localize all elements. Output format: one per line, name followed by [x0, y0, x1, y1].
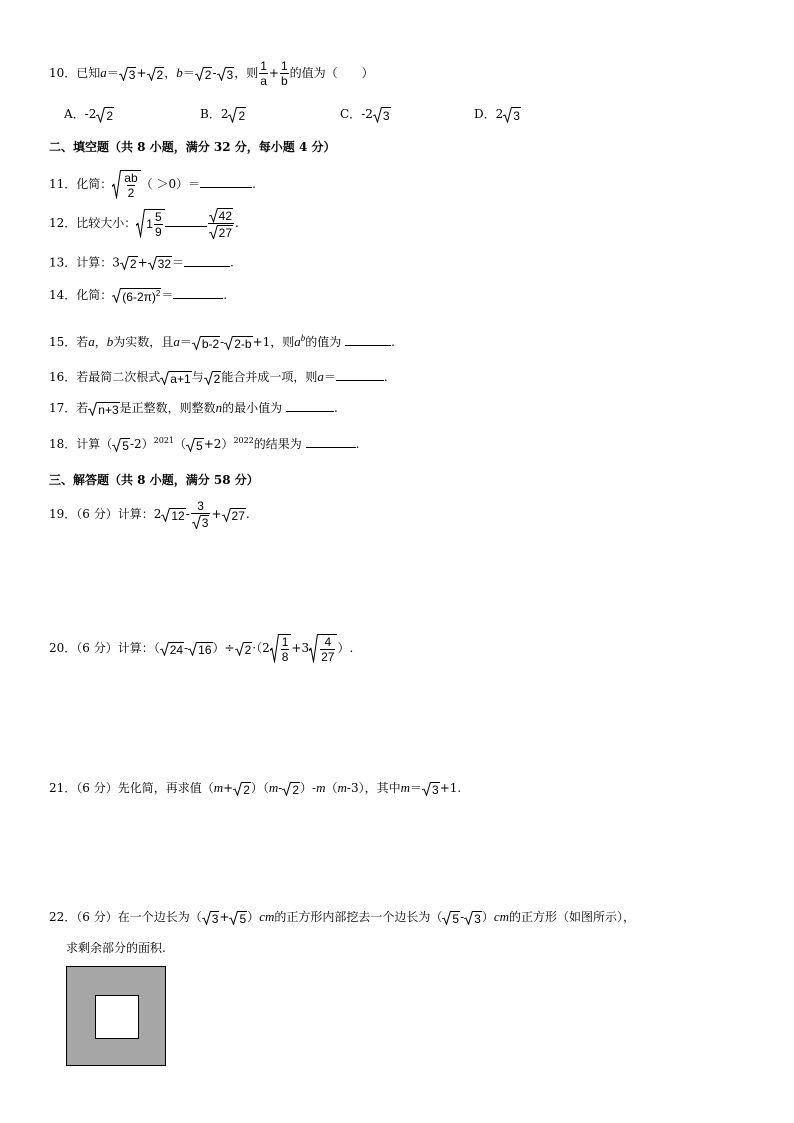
q22-radical-3 [442, 911, 460, 925]
q12-radical-2 [209, 208, 233, 223]
question-14 [49, 288, 227, 303]
q15-comma: ， [94, 335, 107, 349]
question-17 [49, 401, 338, 416]
q13-eq: ＝ [172, 255, 185, 270]
q10-f1-den: a [260, 73, 267, 88]
q10-eq: ＝ [106, 66, 119, 81]
question-11 [49, 170, 256, 199]
q12-num: 5 [154, 210, 162, 224]
q21-radicand-1: 2 [243, 782, 250, 797]
q13-number: 13．计算：3 [49, 255, 120, 270]
option-a-letter: A． [64, 107, 85, 121]
q19-plus: + [211, 507, 222, 522]
q10-radicand-2: 2 [156, 67, 164, 82]
q11-radical [112, 170, 140, 199]
q10-comma: ， [164, 66, 177, 81]
q22-radicand-1: 3 [211, 911, 219, 926]
q12-radicand-num: 42 [218, 209, 233, 223]
q10-f2-num: 1 [280, 59, 288, 73]
q16-var-a: a [317, 369, 324, 384]
q20-radical-5 [309, 634, 337, 663]
q12-fraction [208, 208, 234, 239]
q18-radicand-2: 5 [196, 438, 203, 453]
q15-var-b: b [106, 334, 114, 349]
q13-radicand-1: 2 [129, 257, 137, 271]
q16-answer-blank[interactable] [336, 379, 384, 381]
q20-radical-2 [188, 642, 212, 656]
q20-number: 20．（6 分）计算：（ [49, 641, 160, 656]
q21-radicand-2: 2 [292, 782, 300, 797]
q22-radicand-4: 3 [474, 911, 481, 926]
option-c-radical [373, 107, 391, 123]
q20-fraction-2 [320, 636, 335, 663]
q13-radical-1 [120, 256, 138, 270]
option-a-coef: -2 [84, 107, 97, 121]
q14-number: 14．化简： [49, 288, 113, 302]
q15-radical-2 [224, 336, 252, 350]
q19-num: 3 [197, 499, 204, 513]
q12-end: . [235, 216, 239, 231]
q22-radicand-2: 5 [239, 911, 247, 926]
option-d-radical [503, 107, 521, 123]
q16-end: . [383, 370, 388, 384]
q10-radicand-1: 3 [128, 67, 136, 82]
option-c-letter: C． [340, 107, 362, 121]
q10-number: 10．已知 [49, 66, 101, 81]
q20-f1-den: 8 [281, 649, 289, 664]
q16-mid: 能合并成一项，则 [221, 370, 318, 384]
q20-plus: +3 [291, 641, 310, 656]
q22-minus: - [460, 910, 465, 924]
q11-number: 11．化简： [49, 177, 113, 192]
q22-paren-1: ） [247, 910, 260, 924]
q10-plus: + [136, 66, 147, 81]
q10-var-a: a [100, 65, 107, 81]
q18-tail: 的结果为 [253, 437, 302, 451]
q16-radical-2 [204, 371, 222, 385]
q13-plus: + [137, 255, 148, 270]
q20-radical-1 [160, 642, 184, 656]
q15-plus1: +1，则 [252, 335, 295, 349]
q13-answer-blank[interactable] [184, 265, 230, 267]
q15-answer-blank[interactable] [345, 344, 391, 346]
q11-end: . [252, 177, 256, 192]
q12-int: 1 [146, 216, 153, 231]
q15-tail: 的值为 [305, 335, 342, 349]
q22-line-2: 求剩余部分的面积. [66, 941, 166, 955]
option-b[interactable] [200, 105, 246, 123]
q21-radicand-3: 3 [432, 782, 439, 797]
q20-f1-num: 1 [281, 635, 289, 649]
q17-answer-blank[interactable] [286, 410, 334, 412]
q22-mid: 的正方形内部挖去一个边长为（ [274, 910, 443, 924]
q18-part1: -2） [129, 437, 154, 451]
q18-part3: +2） [203, 437, 234, 451]
q18-exp-1: 2021 [153, 436, 175, 445]
q10-minus: - [212, 66, 217, 81]
q19-end: . [245, 507, 250, 522]
q18-exp-2: 2022 [233, 436, 254, 445]
q18-radical-1 [112, 438, 130, 452]
q12-radical-1 [136, 209, 164, 238]
q21-minus: - [278, 781, 283, 795]
q22-tail: 的正方形（如图所示）， [509, 910, 636, 924]
q18-radicand-1: 5 [122, 438, 129, 453]
q10-f1-num: 1 [260, 59, 267, 73]
question-15 [49, 334, 395, 350]
q20-radical-4 [270, 634, 292, 663]
q21-plus: + [223, 781, 234, 795]
q22-unit-1: cm [259, 909, 275, 924]
option-d-letter: D． [474, 107, 496, 121]
q20-radical-3 [235, 642, 253, 656]
section-3-heading: 三、解答题（共 8 小题，满分 58 分） [49, 473, 259, 487]
q14-radical [112, 288, 161, 303]
section-2-heading: 二、填空题（共 8 小题，满分 32 分，每小题 4 分） [49, 140, 336, 154]
q15-radical-1 [192, 336, 220, 350]
q21-radical-3 [422, 782, 440, 796]
q20-end: ）. [337, 641, 354, 656]
q19-minus: - [185, 507, 190, 522]
q20-dot: ·（2 [252, 641, 270, 656]
q12-radical-3 [209, 225, 233, 240]
question-10 [49, 60, 374, 87]
q20-radicand-2: 16 [198, 642, 212, 657]
q12-den: 9 [154, 224, 162, 239]
q10-var-b: b [176, 65, 183, 81]
q19-radicand-1: 12 [171, 508, 185, 523]
option-b-coef: 2 [220, 107, 229, 121]
q10-radical-1 [119, 67, 137, 81]
q20-f2-num: 4 [324, 635, 332, 649]
q19-radical-den [192, 515, 210, 530]
q16-radicand-2: 2 [213, 371, 221, 386]
q20-radicand-1: 24 [169, 642, 184, 657]
option-b-letter: B． [200, 107, 221, 121]
q16-number: 16．若最简二次根式 [49, 370, 161, 384]
q19-radical-1 [161, 508, 185, 522]
q17-number: 17．若 [49, 401, 89, 415]
q13-radicand-2: 32 [157, 257, 172, 271]
q21-part6: -3），其中 [346, 781, 401, 795]
q10-radical-3 [195, 67, 213, 81]
option-b-radical [228, 107, 246, 123]
q16-radicand-1: a+1 [170, 371, 191, 386]
q10-fraction-2 [280, 60, 289, 87]
option-a-radicand: 2 [106, 108, 114, 123]
question-18 [49, 437, 359, 452]
q11-condition: （ ＞0）＝ [140, 177, 201, 192]
q17-radicand: n+3 [98, 402, 119, 417]
q22-paren-2: ） [481, 910, 494, 924]
q10-plus-2: + [268, 66, 279, 81]
q10-radical-2 [147, 67, 165, 81]
q22-radicand-3: 5 [452, 911, 460, 926]
option-b-radicand: 2 [238, 108, 246, 123]
q17-tail: 的最小值为 [222, 401, 283, 415]
q10-radicand-3: 2 [204, 67, 212, 82]
q19-radicand-2: 27 [231, 508, 245, 523]
q15-end: . [391, 335, 395, 349]
q22-unit-2: cm [493, 909, 509, 924]
q15-base-a: a [294, 334, 301, 349]
q21-paren: ）（ [250, 781, 269, 795]
q17-radical [88, 402, 119, 416]
q17-var-n: n [215, 400, 223, 415]
q21-radical-2 [282, 782, 300, 796]
q12-mixed-fraction [154, 211, 163, 238]
q15-mid: 为实数，且 [113, 335, 174, 349]
q11-fraction [123, 172, 138, 199]
option-c-radicand: 3 [382, 108, 390, 123]
question-16 [49, 370, 388, 385]
option-a-radical [96, 107, 114, 123]
q17-mid: 是正整数，则整数 [119, 401, 216, 415]
q11-answer-blank[interactable] [200, 186, 252, 188]
q15-radicand-1: b-2 [201, 336, 220, 351]
q19-radicand-den: 3 [201, 515, 209, 530]
q21-var-m-5: m [400, 780, 410, 795]
option-d[interactable] [474, 105, 521, 123]
q22-plus: + [219, 910, 230, 924]
q11-num: ab [124, 171, 138, 185]
option-d-radicand: 3 [513, 108, 520, 123]
q10-f2-den: b [280, 73, 288, 88]
q13-radical-2 [148, 256, 172, 270]
q15-minus: - [220, 335, 225, 349]
q11-den: 2 [127, 185, 135, 200]
question-21 [49, 781, 461, 796]
q18-answer-blank[interactable] [306, 446, 356, 448]
q15-number: 15．若 [49, 335, 89, 349]
q21-eq: ＝ [409, 781, 422, 795]
q20-div: ）÷ [212, 641, 235, 656]
q10-then: ，则 [234, 66, 259, 81]
question-22 [49, 910, 635, 925]
q22-number: 22．（6 分）在一个边长为（ [49, 910, 202, 924]
q21-var-m-3: m [316, 780, 326, 795]
q16-radical-1 [160, 371, 191, 385]
q21-radical-1 [233, 782, 251, 796]
question-19 [49, 500, 250, 529]
q15-var-a-2: a [173, 334, 180, 349]
q15-radicand-2: 2-b [234, 336, 252, 351]
q12-radicand-den: 27 [218, 225, 233, 240]
q21-var-m-4: m [337, 780, 347, 795]
option-c[interactable] [340, 105, 391, 123]
q12-answer-blank[interactable] [165, 225, 207, 227]
option-c-coef: -2 [361, 107, 373, 121]
q22-radical-4 [464, 911, 482, 925]
option-a[interactable] [64, 105, 114, 123]
q21-var-m-1: m [213, 780, 224, 795]
q21-part4: ）- [300, 781, 317, 795]
q10-fraction-1 [259, 60, 268, 87]
q10-radical-4 [217, 67, 235, 81]
q15-exp-b: b [300, 333, 306, 343]
q10-tail: 的值为（ ） [289, 66, 374, 81]
question-13 [49, 256, 234, 270]
q18-end: . [355, 437, 360, 451]
q16-with: 与 [191, 370, 204, 384]
q18-radical-2 [186, 438, 204, 452]
q22-radical-1 [202, 911, 220, 925]
q19-number: 19．（6 分）计算：2 [49, 507, 162, 522]
q12-number: 12．比较大小： [49, 216, 137, 231]
square-figure [66, 966, 166, 1066]
inner-square-hole [95, 995, 139, 1039]
q21-part5: （ [325, 781, 338, 795]
question-12 [49, 208, 239, 239]
q20-fraction-1 [281, 636, 290, 663]
option-d-coef: 2 [495, 107, 504, 121]
q13-end: . [230, 255, 234, 270]
q10-radicand-4: 3 [226, 67, 234, 82]
q20-minus: - [184, 641, 189, 656]
q14-exponent: 2 [155, 289, 161, 298]
q19-fraction [191, 500, 211, 529]
q20-f2-den: 27 [321, 649, 335, 664]
q18-part2: （ [174, 437, 187, 451]
q21-var-m-2: m [268, 780, 279, 795]
q17-end: . [334, 401, 338, 415]
q19-radical-2 [222, 508, 246, 522]
q15-var-a: a [88, 334, 95, 349]
question-20 [49, 634, 353, 663]
q15-eq: ＝ [179, 335, 192, 349]
q14-answer-blank[interactable] [173, 297, 223, 299]
q21-end: +1. [439, 781, 462, 795]
q14-eq: ＝ [161, 288, 174, 302]
q21-number: 21．（6 分）先化简，再求值（ [49, 781, 214, 795]
q14-inner: (6-2π) [122, 290, 156, 304]
q20-radicand-3: 2 [244, 642, 252, 657]
q22-radical-2 [229, 911, 247, 925]
q10-eq-2: ＝ [182, 66, 195, 81]
q14-end: . [223, 288, 228, 302]
q18-number: 18．计算（ [49, 437, 113, 451]
q16-eq: ＝ [323, 370, 336, 384]
